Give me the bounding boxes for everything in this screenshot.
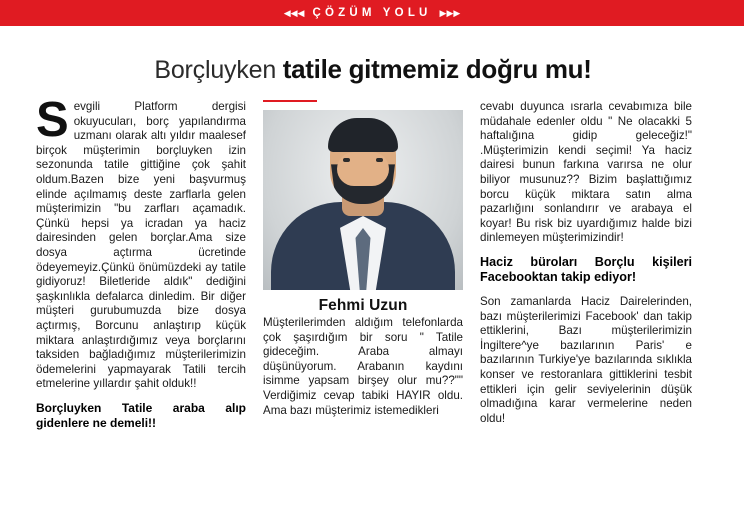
page-title	[128, 54, 618, 85]
headline-bold: tatile gitmemiz doğru mu!	[282, 54, 592, 84]
column3-paragraph-2: Son zamanlarda Haciz Dairelerinden, bazı müşterilerimizi Facebook' dan takip ettiklerini, Bazı müşterilerimizin İngiltere^ye bazılarının Paris' e bazılarının Turkiye'ye bazılarında sıklıkla konser ve restoranlara gittiklerini tesbit ettikleri için gelir seviyelerinin düşük olmadığına karar vermelerine neden oldu!	[480, 294, 692, 425]
article-column-2	[263, 316, 463, 427]
column3-subheading: Haciz büroları Borçlu kişileri Facebooktan takip ediyor!	[480, 254, 692, 285]
banner-left-arrow-icon: ◀◀◀	[283, 7, 305, 18]
column1-paragraph-1	[36, 93, 246, 392]
author-photo	[263, 110, 463, 290]
photo-eye-left	[343, 158, 350, 162]
headline-light: Borçluyken	[154, 56, 283, 84]
photo-eye-right	[376, 158, 383, 162]
article-column-3	[480, 100, 692, 435]
column1-bold-lead: Borçluyken Tatile araba alıp gidenlere ne demeli!!	[36, 400, 246, 430]
banner-right-arrow-icon: ▶▶▶	[439, 7, 461, 18]
article-sheet	[18, 26, 726, 528]
red-rule-divider	[263, 100, 317, 102]
banner-title: ÇÖZÜM YOLU	[312, 7, 432, 19]
column3-paragraph-1: cevabı duyunca ısrarla cevabımıza bile müdahale edenler oldu " Ne olacakki 5 haftalığına gidip geleceğiz!" .Müşterimizin kendi seçimi! Ya haciz dairesi bunun farkına varırsa ne olur biliyor musunuz?? Bizim başlattığımız borcu küçük miktara satın alma pazarlığını sonlandırır ve arabaya el koyar! Bu risk biz uyardığımız halde bizi dinlemeyen müşterimizindir!	[480, 100, 692, 245]
column1-body-text: evgili Platform dergisi okuyucuları, borç yapılandırma uzmanı olarak altı yıldır maalesef birçok müşterimin borçluyken izin sezonunda tatile gittiğine çok şahit oldum.Bazen bize yeni başvurmuş elinde açılmamış deste zarflarla gelen müşterimizin "bu zarfları açamadık. Çünkü hepsi ya icradan ya haciz dairesinden gelen borçlar.Ama size dosya açtırma ücretinde ödeyemeyiz.Çünkü önümüzdeki ay tatile gidiyoruz! Biletleride aldık" dediğini şaşkınlıkla defalarca dinledim. Bir diğer müşteri gurubumuzda bize dosya açtırmış, Borcunu anlaştırıp küçük miktara anlaştırdığımız veya borçlarını taksiden bağladığımız müşterilerimizin ödemelerini yapmayarak Tatili tercih etmelerine yıllardır şahit olduk!!	[36, 100, 246, 391]
article-column-1	[36, 93, 246, 440]
column2-paragraph-1: Müşterilerimden aldığım telefonlarda çok şaşırdığım bir soru " Tatile gideceğim. Araba almayı düşünüyorum. Arabanın kaydını isimme yapsam birşey olur mu??"" Verdiğimiz cevap tabiki HAYIR oldu. Ama bazı müşterimiz istemedikleri	[263, 316, 463, 417]
drop-cap: S	[36, 93, 69, 147]
section-banner	[0, 0, 744, 26]
banner-inner	[0, 0, 744, 26]
photo-block	[263, 100, 463, 315]
photo-caption: Fehmi Uzun	[318, 297, 408, 314]
